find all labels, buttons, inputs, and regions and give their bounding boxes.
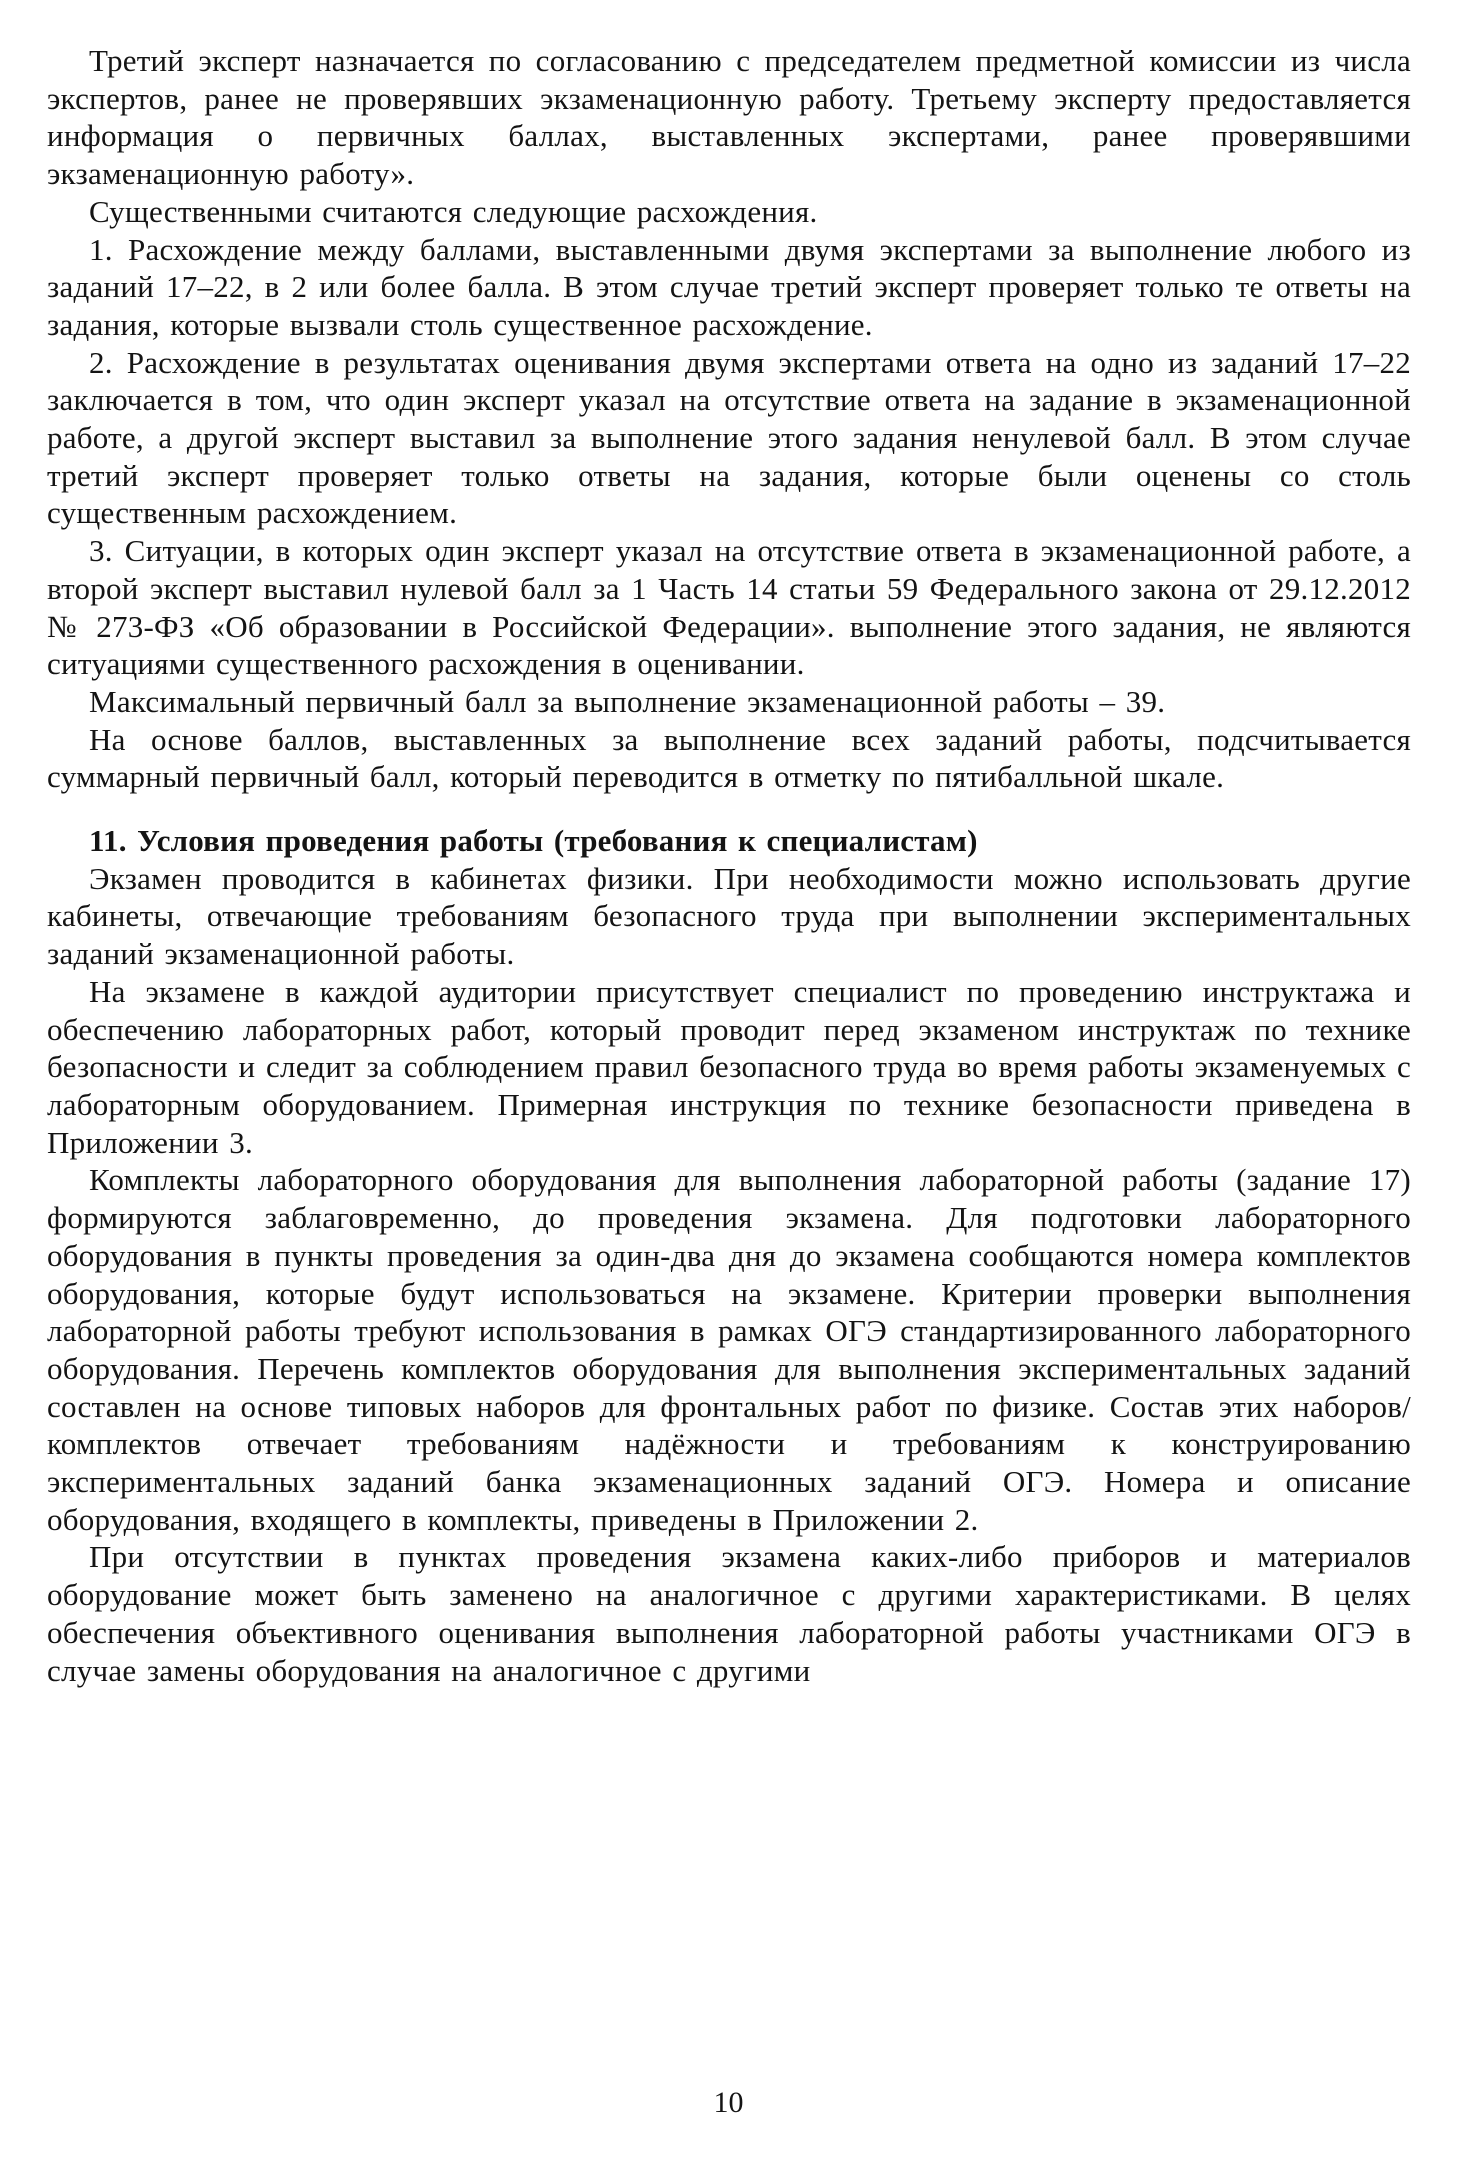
paragraph: Максимальный первичный балл за выполнение экзаменационной работы – 39. [89,683,1166,719]
paragraph: Существенными считаются следующие расхождения. [89,193,818,229]
paragraph: Экзамен проводится в кабинетах физики. При необходимости можно использовать другие кабинеты, отвечающие требованиям безопасного труда при выполнении экспериментальных заданий экзаменационной работы. [47,860,1411,972]
paragraph: 1. Расхождение между баллами, выставленными двумя экспертами за выполнение любого из заданий 17–22, в 2 или более балла. В этом случае третий эксперт проверяет только те ответы на задания, которые вызвали столь существенное расхождение. [47,231,1411,342]
paragraph: При отсутствии в пунктах проведения экзамена каких-либо приборов и материалов оборудование может быть заменено на аналогичное с другими характеристиками. В целях обеспечения объективного оценивания выполнения лабораторной работы участниками ОГЭ в случае замены оборудования на аналогичное с другими [47,1539,1411,1688]
section-heading: 11. Условия проведения работы (требования к специалистам) [89,823,978,859]
paragraph: 3. Ситуации, в которых один эксперт указал на отсутствие ответа в экзаменационной работе, а второй эксперт выставил нулевой балл за 1 Часть 14 статьи 59 Федерального закона от 29.12.2012 № 273-ФЗ «Об образовании в Российской Федерации». выполнение этого задания, не являются ситуациями существенного расхождения в оценивании. [47,533,1411,682]
page-number: 10 [713,2086,744,2120]
paragraph: На основе баллов, выставленных за выполнение всех заданий работы, подсчитывается суммарный первичный балл, который переводится в отметку по пятибалльной шкале. [47,721,1411,795]
paragraph: 2. Расхождение в результатах оценивания двумя экспертами ответа на одно из заданий 17–22 заключается в том, что один эксперт указал на отсутствие ответа на задание в экзаменационной работе, а другой эксперт выставил за выполнение этого задания ненулевой балл. В этом случае третий эксперт проверяет только ответы на задания, которые были оценены со столь существенным расхождением. [47,344,1411,531]
paragraph: Комплекты лабораторного оборудования для выполнения лабораторной работы (задание 17) формируются заблаговременно, до проведения экзамена. Для подготовки лабораторного оборудования в пункты проведения за один-два дня до экзамена сообщаются номера комплектов оборудования, которые будут использоваться на экзамене. Критерии проверки выполнения лабораторной работы требуют использования в рамках ОГЭ стандартизированного лабораторного оборудования. Перечень комплектов оборудования для выполнения экспериментальных заданий составлен на основе типовых наборов для фронтальных работ по физике. Состав этих наборов/комплектов отвечает требованиям надёжности и требованиям к конструированию экспериментальных заданий банка экзаменационных заданий ОГЭ. Номера и описание оборудования, входящего в комплекты, приведены в Приложении 2. [47,1162,1411,1537]
paragraph: Третий эксперт назначается по согласованию с председателем предметной комиссии из числа экспертов, ранее не проверявших экзаменационную работу. Третьему эксперту предоставляется информация о первичных баллах, выставленных экспертами, ранее проверявшими экзаменационную работу». [47,43,1411,192]
paragraph: На экзамене в каждой аудитории присутствует специалист по проведению инструктажа и обеспечению лабораторных работ, который проводит перед экзаменом инструктаж по технике безопасности и следит за соблюдением правил безопасного труда во время работы экзаменуемых с лабораторным оборудованием. Примерная инструкция по технике безопасности приведена в Приложении 3. [47,973,1411,1160]
